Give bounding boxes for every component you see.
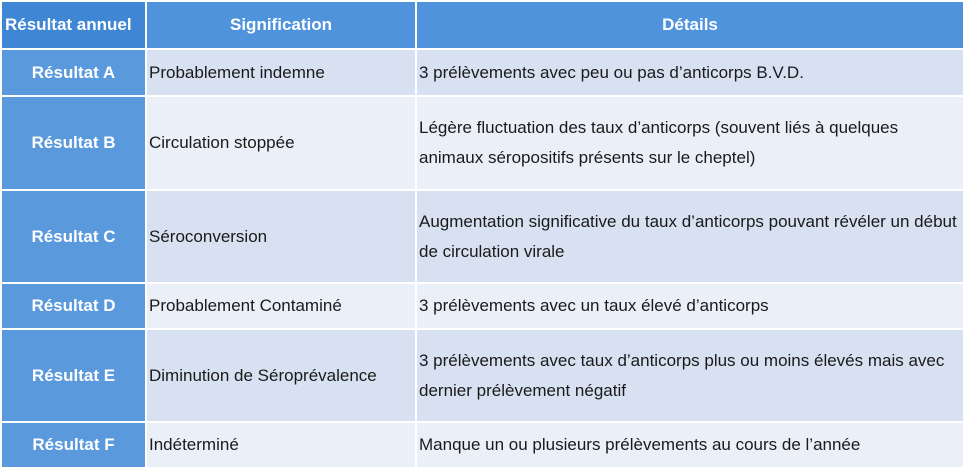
column-header-details: Détails [416,1,964,49]
row-details: 3 prélèvements avec taux d’anticorps plus ou moins élevés mais avec dernier prélèvement négatif [416,329,964,422]
row-details: 3 prélèvements avec un taux élevé d’anticorps [416,283,964,329]
table-header-row [1,1,964,49]
row-details: Manque un ou plusieurs prélèvements au cours de l’année [416,422,964,468]
row-meaning: Probablement Contaminé [146,283,416,329]
row-result-label: Résultat F [1,422,146,468]
row-result-label: Résultat A [1,49,146,96]
table-row [1,283,964,329]
column-header-result: Résultat annuel [1,1,146,49]
column-header-meaning: Signification [146,1,416,49]
row-meaning: Séroconversion [146,190,416,283]
row-meaning: Probablement indemne [146,49,416,96]
row-result-label: Résultat D [1,283,146,329]
row-result-label: Résultat E [1,329,146,422]
row-details: 3 prélèvements avec peu ou pas d’anticorps B.V.D. [416,49,964,96]
row-result-label: Résultat C [1,190,146,283]
row-meaning: Diminution de Séroprévalence [146,329,416,422]
table-row [1,49,964,96]
row-meaning: Indéterminé [146,422,416,468]
row-result-label: Résultat B [1,96,146,190]
table-row [1,96,964,190]
row-details: Légère fluctuation des taux d’anticorps (souvent liés à quelques animaux séropositifs présents sur le cheptel) [416,96,964,190]
table-row [1,422,964,468]
table-row [1,190,964,283]
row-details: Augmentation significative du taux d’anticorps pouvant révéler un début de circulation virale [416,190,964,283]
row-meaning: Circulation stoppée [146,96,416,190]
table-row [1,329,964,422]
